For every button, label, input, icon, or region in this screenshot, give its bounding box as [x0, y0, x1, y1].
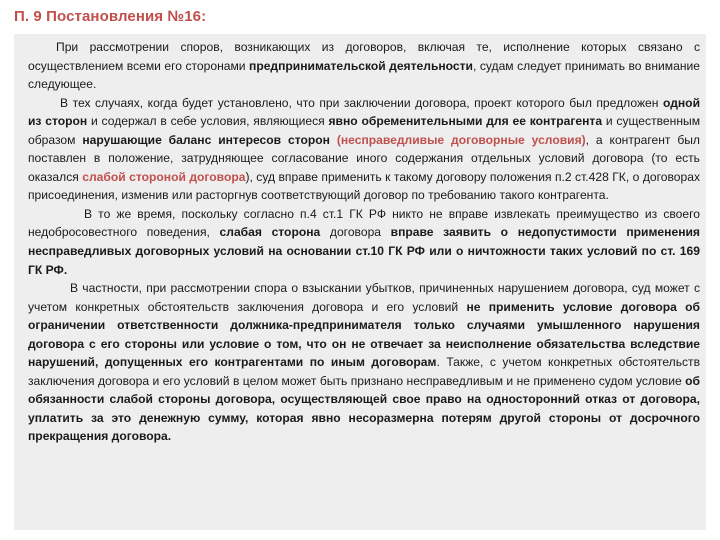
text-run-highlight: (несправедливые договорные условия) [336, 132, 586, 147]
text-run-bold: предпринимательской деятельности [249, 58, 473, 73]
text-run-bold: нарушающие баланс интересов сторон [82, 132, 330, 147]
text-run: В частности, при рассмотрении спора о взыскании убытков, причиненных нарушением договора, суд может с учетом конкретных обстоятельств заключения договора и его условий [28, 281, 700, 314]
text-run: . Также, с учетом конкретных обстоятельств заключения договора и его условий в целом может быть признано несправедливым и не применено судом условие [28, 355, 701, 388]
text-run: , а контрагент был поставлен в положение, затрудняющее согласование иного содержания отдельных условий договора (то есть оказался [28, 132, 700, 184]
text-run-bold: об обязанности слабой стороны договора, осуществляющей свое право на односторонний отказ от договора, уплатить за это денежную сумму, которая явно несоразмерна потерям другой стороны от досрочного прекращения договора. [28, 373, 700, 444]
text-run-highlight: слабой стороной договора [82, 169, 246, 184]
text-run: договора [320, 225, 391, 240]
paragraph-3 [28, 205, 700, 279]
text-run-bold: вправе заявить о недопустимости применения несправедливых договорных условий на основании ст.10 ГК РФ или о ничтожности таких условий по ст. 169 ГК РФ. [28, 225, 700, 277]
text-run: и существенным образом [28, 114, 701, 147]
text-run: , судам следует принимать во внимание следующее. [28, 58, 700, 92]
text-run: В то же время, поскольку согласно п.4 ст.1 ГК РФ никто не вправе извлекать преимущество из своего недобросовестного поведения, [28, 206, 700, 240]
text-run: При рассмотрении споров, возникающих из договоров, включая те, исполнение которых связано с осуществлением всеми его сторонами [28, 40, 700, 73]
paragraph-2 [28, 94, 700, 205]
document-body [28, 38, 700, 446]
text-run-bold: не применить условие договора об ограничении ответственности должника-предпринимателя только случаями умышленного нарушения договора с его стороны или условие о том, что он не отвечает за неисполнение обязательства вследствие нарушений, допущенных его контрагентами по иным договорам [28, 299, 700, 370]
paragraph-4 [28, 279, 700, 446]
paragraph-1 [28, 38, 700, 94]
text-run-bold: слабая сторона [219, 225, 321, 240]
text-run: и содержал в себе условия, являющиеся [87, 114, 329, 129]
text-run: ), суд вправе применить к такому договору положения п.2 ст.428 ГК, о договорах присоединения, изменив или расторгнув соответствующий договор по требованию такого контрагента. [28, 169, 701, 203]
slide-title: П. 9 Постановления №16: [14, 8, 207, 25]
text-run-bold: одной из сторон [28, 95, 700, 129]
text-run: В тех случаях, когда будет установлено, что при заключении договора, проект которого был предложен [60, 95, 663, 110]
text-run-bold: явно обременительными для ее контрагента [328, 114, 603, 129]
text-run [330, 133, 337, 147]
